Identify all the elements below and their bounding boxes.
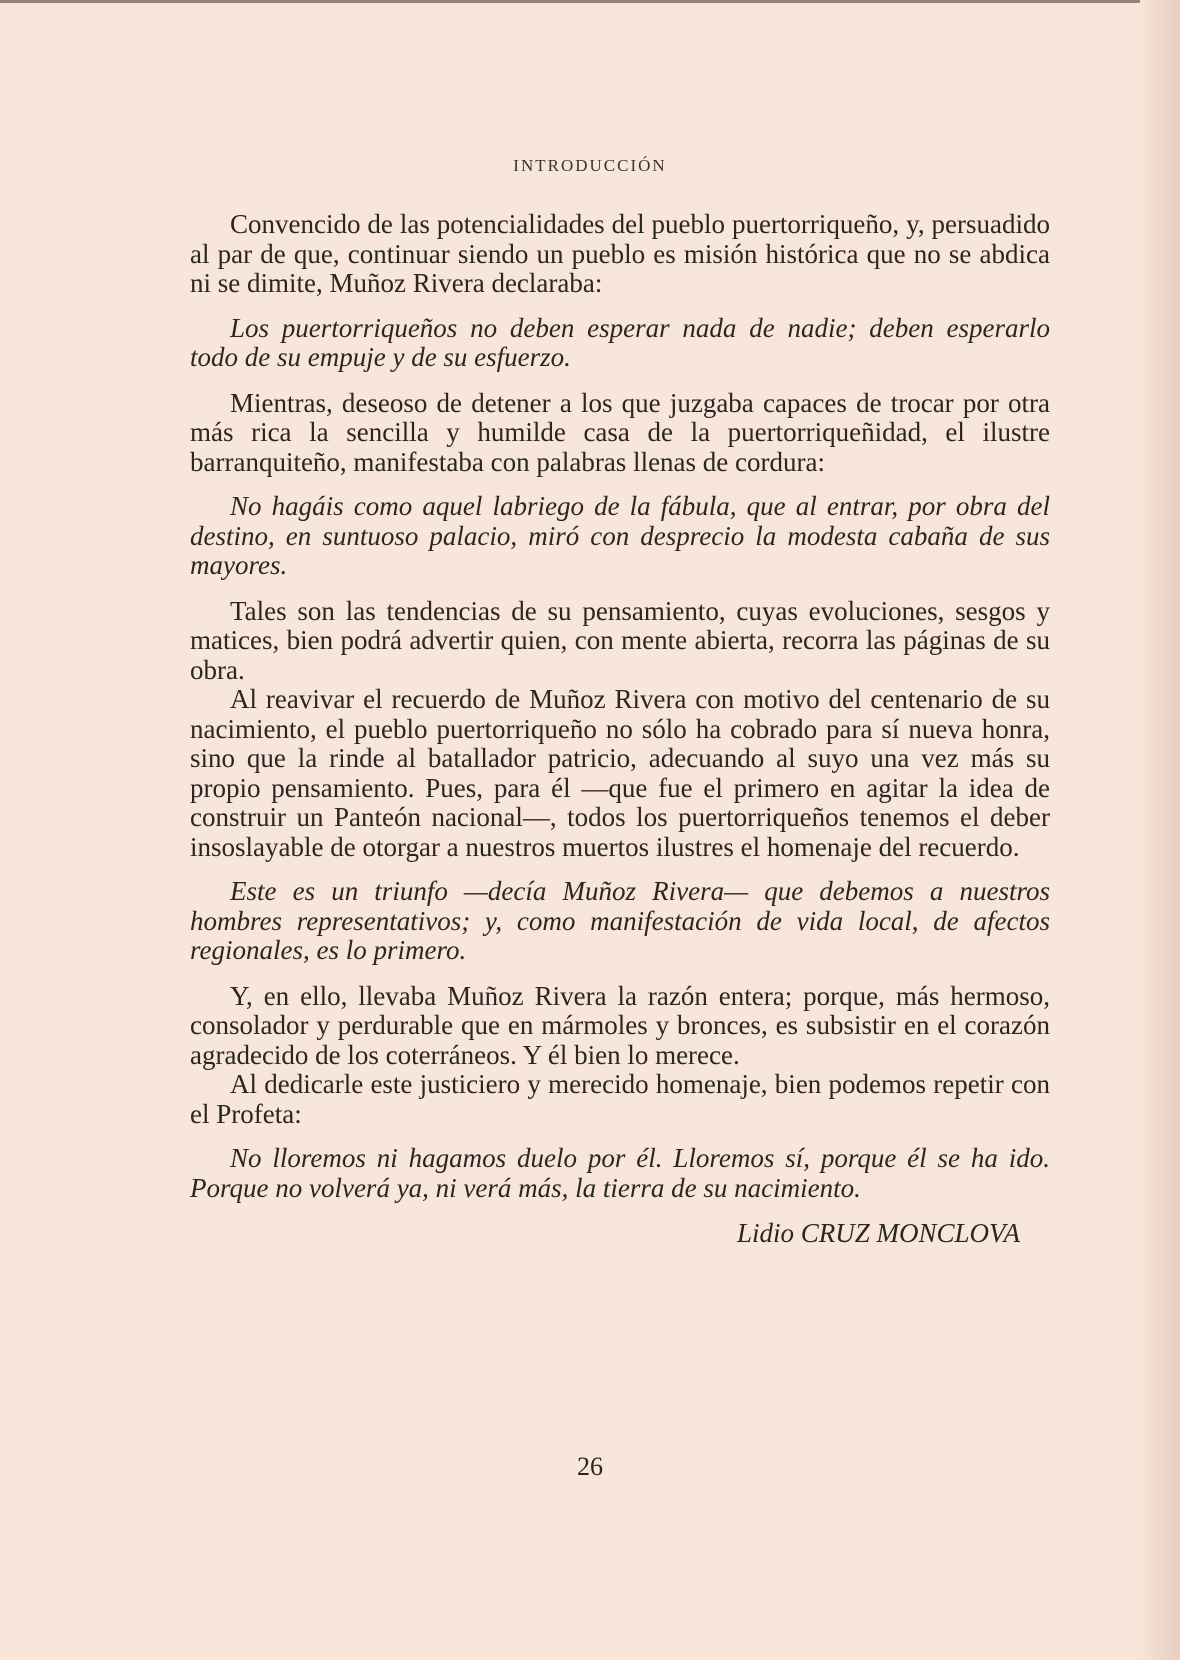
paragraph: Al reavivar el recuerdo de Muñoz Rivera con motivo del centenario de su nacimiento, el pueblo puertorriqueño no sólo ha cobrado para sí nueva honra, sino que la rinde al batallador patricio, adecuando al suyo una vez más su propio pensamiento. Pues, para él —que fue el primero en agitar la idea de construir un Panteón nacional—, todos los puertorriqueños tenemos el deber insoslayable de otorgar a nuestros muertos ilustres el homenaje del recuerdo. xyxy=(190,684,1050,862)
page-curl-edge xyxy=(1140,0,1180,1660)
body-text xyxy=(190,210,1050,1249)
author-signature: Lidio CRUZ MONCLOVA xyxy=(736,1218,1020,1248)
page-number: 26 xyxy=(577,1452,603,1481)
quote-paragraph: No lloremos ni hagamos duelo por él. Lloremos sí, porque él se ha ido. Porque no volverá ya, ni verá más, la tierra de su nacimiento. xyxy=(190,1143,1050,1203)
quote-paragraph: No hagáis como aquel labriego de la fábula, que al entrar, por obra del destino, en suntuoso palacio, miró con desprecio la modesta cabaña de sus mayores. xyxy=(190,491,1050,580)
paragraph: Y, en ello, llevaba Muñoz Rivera la razón entera; porque, más hermoso, consolador y perdurable que en mármoles y bronces, es subsistir en el corazón agradecido de los coterráneos. Y él bien lo merece. xyxy=(190,980,1050,1070)
top-edge-rule xyxy=(0,0,1180,3)
paragraph: Al dedicarle este justiciero y merecido homenaje, bien podemos repetir con el Profeta: xyxy=(190,1069,1050,1129)
paragraph: Convencido de las potencialidades del pueblo puertorriqueño, y, persuadido al par de que, continuar siendo un pueblo es misión histórica que no se abdica ni se dimite, Muñoz Rivera declaraba: xyxy=(190,209,1050,298)
paragraph: Mientras, deseoso de detener a los que juzgaba capaces de trocar por otra más rica la sencilla y humilde casa de la puertorriqueñidad, el ilustre barranquiteño, manifestaba con palabras llenas de cordura: xyxy=(190,387,1050,477)
quote-paragraph: Este es un triunfo —decía Muñoz Rivera— que debemos a nuestros hombres representativos; y, como manifestación de vida local, de afectos regionales, es lo primero. xyxy=(190,876,1050,965)
quote-paragraph: Los puertorriqueños no deben esperar nada de nadie; deben esperarlo todo de su empuje y de su esfuerzo. xyxy=(190,312,1050,372)
running-title: INTRODUCCIÓN xyxy=(513,156,667,175)
paragraph: Tales son las tendencias de su pensamiento, cuyas evoluciones, sesgos y matices, bien podrá advertir quien, con mente abierta, recorra las páginas de su obra. xyxy=(190,595,1050,685)
